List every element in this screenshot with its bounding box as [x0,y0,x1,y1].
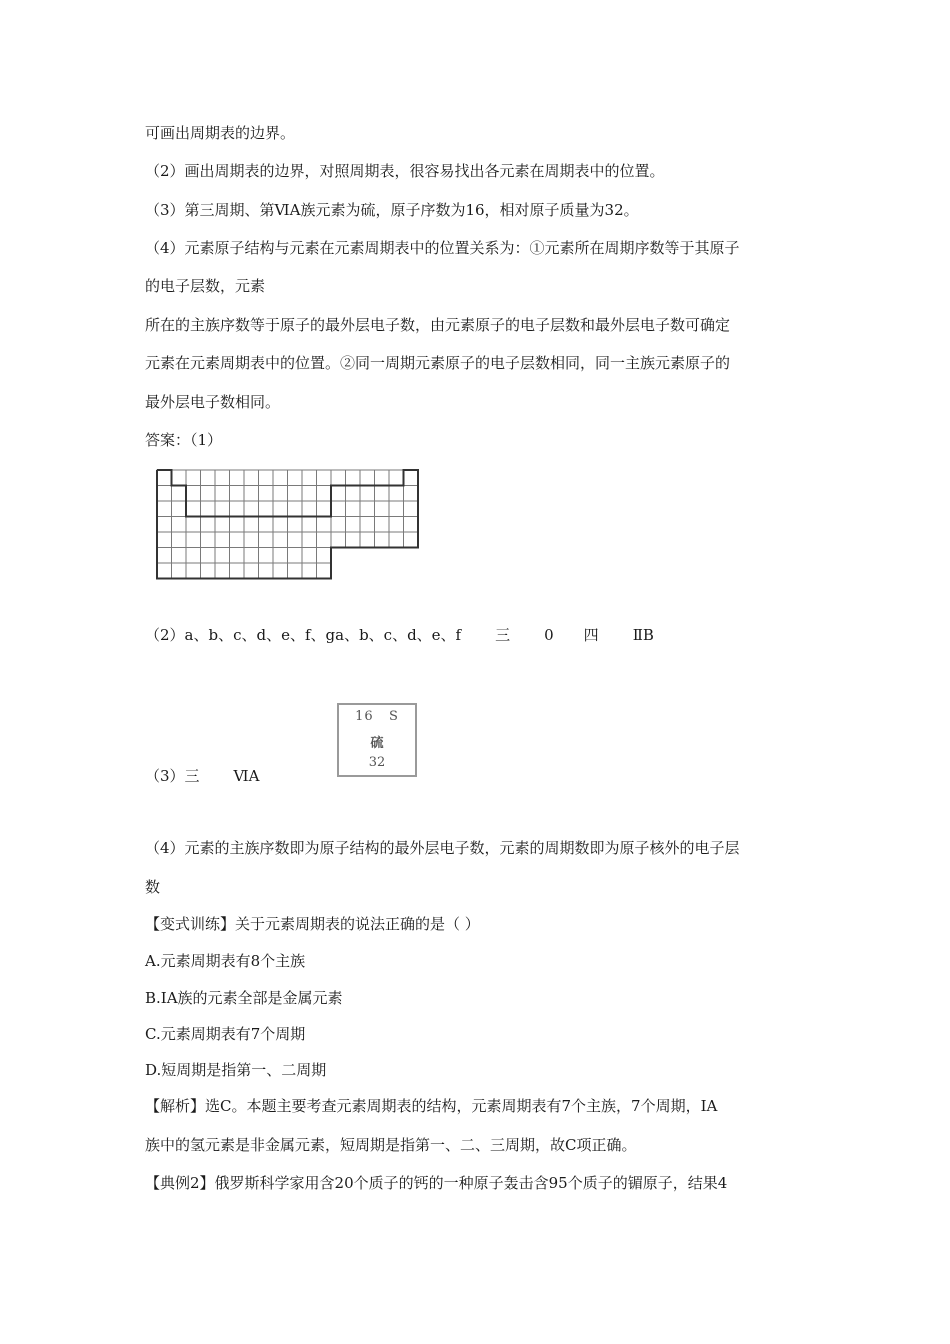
grid-cell [360,532,375,548]
grid-cell [230,563,245,579]
grid-cell [404,470,419,486]
grid-cell [244,563,259,579]
element-card-sulfur [337,703,417,777]
periodic-table-outline [155,468,425,594]
grid-cell [186,517,201,533]
grid-cell [215,548,230,564]
grid-cell [172,501,187,517]
text-line: 的电子层数，元素 [145,277,266,295]
grid-cell [346,470,361,486]
grid-cell [346,486,361,502]
answer-2-period4: 四 [583,626,599,644]
grid-cell [259,517,274,533]
answer-2-period: 三 [495,626,511,644]
grid-cell [331,486,346,502]
grid-cell [404,486,419,502]
grid-cell [317,563,332,579]
grid-cell [302,501,317,517]
text-line: （3）第三周期、第ⅥA族元素为硫，原子序数为16，相对原子质量为32。 [145,201,639,219]
grid-cell [259,501,274,517]
grid-cell [346,501,361,517]
grid-cell [230,486,245,502]
grid-cell [244,470,259,486]
exercise-title: 【变式训练】关于元素周期表的说法正确的是（ ） [145,915,480,933]
answer-2-line [145,625,654,645]
option-d: D.短周期是指第一、二周期 [145,1061,327,1079]
answer-3-group: ⅥA [233,767,260,785]
grid-cell [259,563,274,579]
grid-cell [230,501,245,517]
grid-cell [259,532,274,548]
grid-cell [215,517,230,533]
grid-cell [346,517,361,533]
grid-cell [302,563,317,579]
element-name: 硫 [370,736,384,751]
grid-cell [186,532,201,548]
grid-cell [186,470,201,486]
grid-cell [201,501,216,517]
grid-cell [201,548,216,564]
grid-cell [259,470,274,486]
grid-cell [215,470,230,486]
grid-cell [273,548,288,564]
answer-2-group: ⅡB [632,626,654,644]
grid-cell [273,517,288,533]
grid-cell [215,532,230,548]
grid-cell [360,486,375,502]
grid-cell [172,532,187,548]
grid-cell [331,532,346,548]
grid-cell [404,532,419,548]
grid-cell [389,517,404,533]
grid-cell [317,532,332,548]
text-line: 最外层电子数相同。 [145,393,281,411]
grid-cell [230,517,245,533]
grid-cell [215,486,230,502]
grid-cell [389,501,404,517]
grid-cell [172,548,187,564]
grid-cell [201,563,216,579]
grid-cell [201,532,216,548]
answer-2-prefix: （2）a、b、c、d、e、f、ga、b、c、d、e、f [145,626,462,644]
grid-cell [331,501,346,517]
grid-cell [259,486,274,502]
grid-cell [389,532,404,548]
grid-cell [172,486,187,502]
grid-cell [273,470,288,486]
grid-cell [360,470,375,486]
grid-cell [375,470,390,486]
grid-cell [230,470,245,486]
grid-cell [288,517,303,533]
grid-cell [273,501,288,517]
grid-cell [244,532,259,548]
element-number-symbol: 16 S [355,709,399,724]
text-line: （4）元素原子结构与元素在元素周期表中的位置关系为：①元素所在周期序数等于其原子 [145,239,740,257]
grid-cell [172,470,187,486]
grid-cell [244,517,259,533]
grid-cell [215,501,230,517]
option-b: B.ⅠA族的元素全部是金属元素 [145,989,343,1007]
grid-cell [317,517,332,533]
grid-cell [375,486,390,502]
grid-cell [273,532,288,548]
grid-cell [244,548,259,564]
grid-cell [244,486,259,502]
grid-cell [186,548,201,564]
grid-cell [201,486,216,502]
grid-cell [273,486,288,502]
grid-cell [404,501,419,517]
grid-cell [317,548,332,564]
grid-cell [186,563,201,579]
grid-cell [288,470,303,486]
grid-cell [288,548,303,564]
grid-cell [375,517,390,533]
analysis-line-1: 【解析】选C。本题主要考查元素周期表的结构，元素周期表有7个主族，7个周期，ⅠA [145,1097,718,1115]
grid-cell [230,548,245,564]
grid-cell [157,548,172,564]
periodic-table-svg [155,468,425,590]
option-a: A.元素周期表有8个主族 [145,952,306,970]
grid-cell [244,501,259,517]
grid-cell [302,517,317,533]
grid-cell [389,470,404,486]
grid-cell [157,470,172,486]
grid-cell [157,517,172,533]
grid-cell [317,501,332,517]
grid-cell [360,517,375,533]
grid-cell [389,486,404,502]
option-c: C.元素周期表有7个周期 [145,1025,306,1043]
grid-cell [157,563,172,579]
analysis-line-2: 族中的氢元素是非金属元素，短周期是指第一、二、三周期，故C项正确。 [145,1136,637,1154]
grid-cell [302,532,317,548]
grid-cell [157,486,172,502]
grid-cell [186,501,201,517]
grid-cell [317,486,332,502]
grid-cell [273,563,288,579]
grid-cell [288,563,303,579]
grid-cell [215,563,230,579]
text-line: 所在的主族序数等于原子的最外层电子数，由元素原子的电子层数和最外层电子数可确定 [145,316,731,334]
grid-cell [317,470,332,486]
grid-cell [331,517,346,533]
example-line-1: 【典例2】俄罗斯科学家用含20个质子的钙的一种原子轰击含95个质子的镅原子，结果4 [145,1174,728,1192]
grid-cell [157,501,172,517]
grid-cell [331,470,346,486]
grid-cell [346,532,361,548]
grid-cell [201,517,216,533]
grid-cell [302,486,317,502]
grid-cell [288,486,303,502]
grid-cell [288,532,303,548]
grid-cell [360,501,375,517]
text-line: （2）画出周期表的边界，对照周期表，很容易找出各元素在周期表中的位置。 [145,162,665,180]
element-mass: 32 [368,755,386,770]
grid-cell [172,563,187,579]
answer-2-group0: 0 [544,626,554,644]
grid-cell [259,548,274,564]
grid-cell [375,501,390,517]
grid-cell [404,517,419,533]
answer-3-line [145,766,259,786]
grid-cell [186,486,201,502]
grid-cell [201,470,216,486]
text-line: 可画出周期表的边界。 [145,124,296,142]
grid-cell [230,532,245,548]
grid-cell [302,548,317,564]
grid-cell [375,532,390,548]
answer-4-line-1: （4）元素的主族序数即为原子结构的最外层电子数，元素的周期数即为原子核外的电子层 [145,839,740,857]
text-line: 元素在元素周期表中的位置。②同一周期元素原子的电子层数相同，同一主族元素原子的 [145,354,731,372]
grid-cell [302,470,317,486]
text-line: 答案：（1） [145,431,223,449]
grid-cell [288,501,303,517]
grid-cell [172,517,187,533]
answer-4-line-2: 数 [145,878,161,896]
answer-3-prefix: （3）三 [145,767,200,785]
grid-cell [157,532,172,548]
